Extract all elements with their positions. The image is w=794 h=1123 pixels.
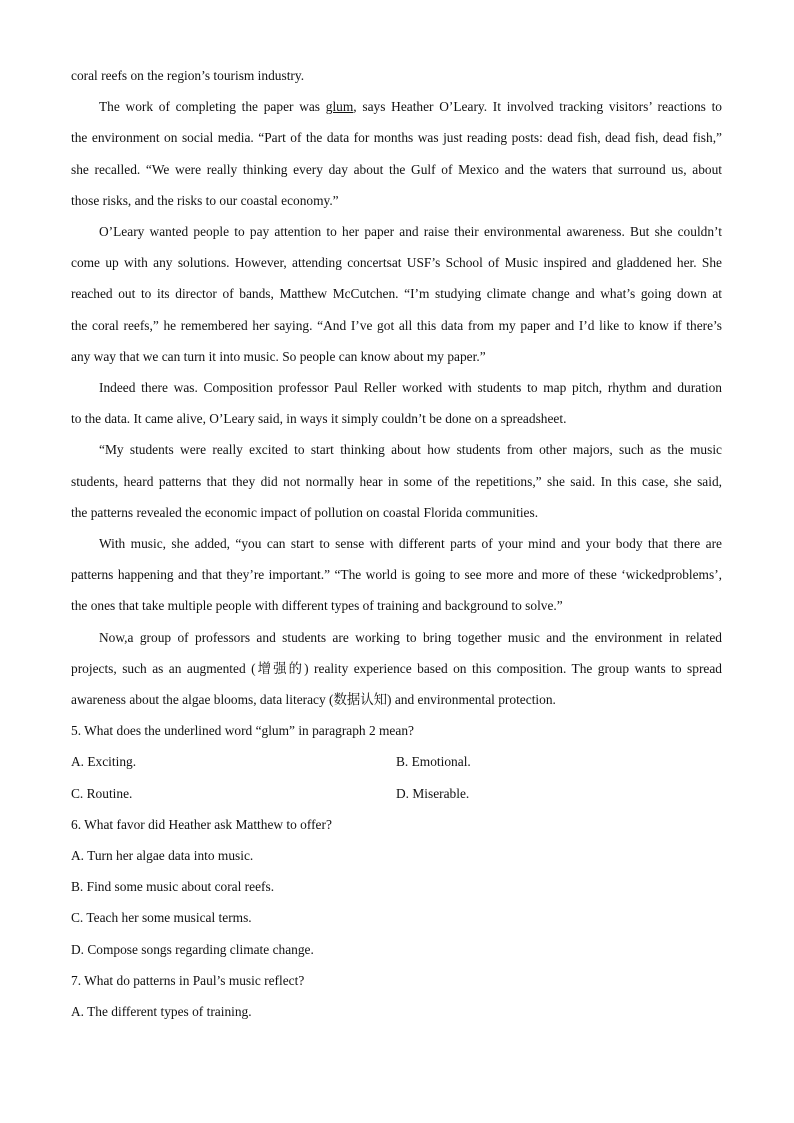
text-line: she recalled. “We were really thinking every day about the Gulf of Mexico and the waters that surround us, about — [71, 161, 722, 177]
paragraph-4 — [71, 372, 722, 434]
option-c[interactable]: C. Teach her some musical terms. — [71, 910, 252, 926]
text-line: “My students were really excited to start thinking about how students from other majors, such as the music — [99, 442, 722, 458]
text-line: those risks, and the risks to our coastal economy.” — [71, 192, 339, 208]
option-row — [71, 778, 722, 809]
option-d[interactable]: D. Miserable. — [396, 785, 470, 801]
text-line: Indeed there was. Composition professor Paul Reller worked with students to map pitch, rhythm and duration — [99, 380, 722, 396]
text-line: With music, she added, “you can start to sense with different parts of your mind and your body that there are — [99, 536, 722, 552]
question-stem: 5. What does the underlined word “glum” in paragraph 2 mean? — [71, 723, 414, 739]
text-line: O’Leary wanted people to pay attention to her paper and raise their environmental awareness. But she couldn’t — [99, 224, 722, 240]
option-a[interactable]: A. Exciting. — [71, 754, 137, 770]
text-segment: , says Heather O’Leary. It involved tracking visitors’ reactions to — [353, 99, 722, 115]
text-line: awareness about the algae blooms, data literacy (数据认知) and environmental protection. — [71, 692, 556, 708]
text-line: patterns happening and that they’re important.” “The world is going to see more and more of these ‘wickedproblems’, — [71, 567, 722, 583]
question-7 — [71, 965, 722, 1027]
text-line: reached out to its director of bands, Matthew McCutchen. “I’m studying climate change and what’s going down at — [71, 286, 722, 302]
option-d[interactable]: D. Compose songs regarding climate change. — [71, 941, 314, 957]
text-line: projects, such as an augmented (增强的) reality experience based on this composition. The group wants to spread — [71, 660, 722, 676]
underlined-word-glum: glum — [325, 99, 354, 115]
text-line: Now,a group of professors and students are working to bring together music and the environment in related — [99, 629, 722, 645]
option-b[interactable]: B. Emotional. — [396, 754, 471, 770]
option-row — [71, 746, 722, 777]
text-line: come up with any solutions. However, attending concertsat USF’s School of Music inspired and gladdened her. She — [71, 255, 722, 271]
option-a[interactable]: A. The different types of training. — [71, 1004, 252, 1020]
question-stem: 6. What favor did Heather ask Matthew to offer? — [71, 816, 332, 832]
paragraph-2 — [71, 91, 722, 216]
text-line: the coral reefs,” he remembered her saying. “And I’ve got all this data from my paper and I’d like to know if there’s — [71, 317, 722, 333]
text-line: the patterns revealed the economic impact of pollution on coastal Florida communities. — [71, 504, 539, 520]
question-5 — [71, 715, 722, 809]
question-6 — [71, 809, 722, 965]
text-line: the ones that take multiple people with different types of training and background to solve.” — [71, 598, 563, 614]
paragraph-6 — [71, 528, 722, 622]
text-line: coral reefs on the region’s tourism industry. — [71, 68, 305, 83]
document-page — [71, 60, 722, 1027]
option-a[interactable]: A. Turn her algae data into music. — [71, 848, 254, 864]
paragraph-continuation — [71, 60, 722, 91]
text-segment: The work of completing the paper was — [99, 99, 326, 115]
question-stem: 7. What do patterns in Paul’s music reflect? — [71, 972, 305, 988]
text-line — [71, 91, 722, 122]
text-line: the environment on social media. “Part of the data for months was just reading posts: dead fish, dead fish, dead fish,” — [71, 130, 722, 146]
option-b[interactable]: B. Find some music about coral reefs. — [71, 879, 275, 895]
text-line: students, heard patterns that they did not normally hear in some of the repetitions,” she said. In this case, she said, — [71, 473, 722, 489]
text-line: any way that we can turn it into music. So people can know about my paper.” — [71, 348, 486, 364]
text-line: to the data. It came alive, O’Leary said, in ways it simply couldn’t be done on a spreadsheet. — [71, 411, 567, 427]
paragraph-7 — [71, 622, 722, 716]
option-c[interactable]: C. Routine. — [71, 785, 133, 801]
paragraph-3 — [71, 216, 722, 372]
paragraph-5 — [71, 434, 722, 528]
